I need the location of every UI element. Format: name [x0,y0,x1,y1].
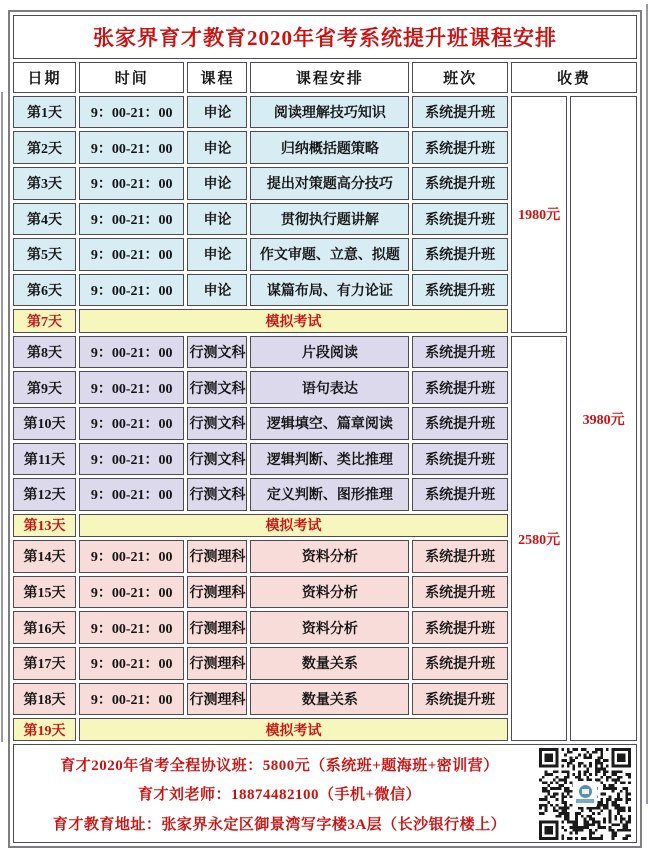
col-header-class: 班次 [412,62,508,92]
arrangement-cell: 片段阅读 [250,336,409,369]
contact-lines [14,745,539,842]
col-header-course: 课程 [187,62,247,92]
qr-center-logo-icon [573,781,597,807]
mock-exam-cell: 模拟考试 [79,514,508,537]
title-row [13,15,637,59]
day-cell: 第7天 [13,309,76,332]
arrangement-cell: 定义判断、图形推理 [250,478,409,511]
day-cell: 第9天 [13,371,76,404]
time-cell: 9：00-21：00 [79,540,184,573]
day-cell: 第8天 [13,336,76,369]
class-cell: 系统提升班 [412,683,508,716]
arrangement-cell: 作文审题、立意、拟题 [250,238,409,271]
day-cell: 第10天 [13,407,76,440]
col-header-arrangement: 课程安排 [250,62,409,92]
class-cell: 系统提升班 [412,238,508,271]
col-header-date: 日期 [13,62,76,92]
time-cell: 9：00-21：00 [79,203,184,236]
qr-code [539,748,631,840]
time-cell: 9：00-21：00 [79,96,184,129]
class-cell: 系统提升班 [412,443,508,476]
class-cell: 系统提升班 [412,167,508,200]
time-cell: 9：00-21：00 [79,238,184,271]
class-cell: 系统提升班 [412,540,508,573]
class-cell: 系统提升班 [412,647,508,680]
course-cell: 行测理科 [187,683,247,716]
course-schedule-table [8,10,642,848]
class-cell: 系统提升班 [412,131,508,164]
arrangement-cell: 资料分析 [250,576,409,609]
course-cell: 行测文科 [187,478,247,511]
time-cell: 9：00-21：00 [79,683,184,716]
class-cell: 系统提升班 [412,478,508,511]
day-cell: 第2天 [13,131,76,164]
day-cell: 第15天 [13,576,76,609]
time-cell: 9：00-21：00 [79,274,184,307]
time-cell: 9：00-21：00 [79,611,184,644]
arrangement-cell: 资料分析 [250,540,409,573]
day-cell: 第4天 [13,203,76,236]
class-cell: 系统提升班 [412,96,508,129]
mock-exam-cell: 模拟考试 [79,309,508,332]
address-line: 育才教育地址：张家界永定区御景湾写字楼3A层（长沙银行楼上） [52,816,507,833]
course-cell: 申论 [187,96,247,129]
course-cell: 申论 [187,131,247,164]
arrangement-cell: 数量关系 [250,647,409,680]
arrangement-cell: 提出对策题高分技巧 [250,167,409,200]
table-row [13,336,637,369]
course-cell: 申论 [187,238,247,271]
day-cell: 第17天 [13,647,76,680]
course-cell: 申论 [187,167,247,200]
day-cell: 第12天 [13,478,76,511]
fee-days-8-19: 2580元 [511,336,567,742]
fee-total: 3980元 [570,96,637,742]
day-cell: 第11天 [13,443,76,476]
contact-phone-line: 育才刘老师：18874482100（手机+微信） [137,787,422,804]
header-row [13,62,637,92]
arrangement-cell: 逻辑填空、篇章阅读 [250,407,409,440]
course-cell: 行测理科 [187,647,247,680]
time-cell: 9：00-21：00 [79,443,184,476]
course-cell: 行测理科 [187,540,247,573]
arrangement-cell: 逻辑判断、类比推理 [250,443,409,476]
arrangement-cell: 贯彻执行题讲解 [250,203,409,236]
time-cell: 9：00-21：00 [79,478,184,511]
footer-row [13,744,637,843]
footer-section [13,744,637,843]
course-cell: 行测文科 [187,336,247,369]
table-row [13,96,637,129]
class-cell: 系统提升班 [412,611,508,644]
course-cell: 行测文科 [187,407,247,440]
course-cell: 行测文科 [187,371,247,404]
arrangement-cell: 语句表达 [250,371,409,404]
time-cell: 9：00-21：00 [79,336,184,369]
day-cell: 第14天 [13,540,76,573]
time-cell: 9：00-21：00 [79,407,184,440]
class-cell: 系统提升班 [412,336,508,369]
arrangement-cell: 阅读理解技巧知识 [250,96,409,129]
class-cell: 系统提升班 [412,407,508,440]
time-cell: 9：00-21：00 [79,131,184,164]
arrangement-cell: 归纳概括题策略 [250,131,409,164]
col-header-fee: 收费 [511,62,637,92]
day-cell: 第13天 [13,514,76,537]
mock-exam-cell: 模拟考试 [79,718,508,741]
day-cell: 第5天 [13,238,76,271]
day-cell: 第18天 [13,683,76,716]
arrangement-cell: 谋篇布局、有力论证 [250,274,409,307]
time-cell: 9：00-21：00 [79,371,184,404]
course-cell: 申论 [187,274,247,307]
day-cell: 第3天 [13,167,76,200]
day-cell: 第19天 [13,718,76,741]
time-cell: 9：00-21：00 [79,167,184,200]
time-cell: 9：00-21：00 [79,576,184,609]
class-cell: 系统提升班 [412,203,508,236]
class-cell: 系统提升班 [412,274,508,307]
day-cell: 第16天 [13,611,76,644]
photo-edge-border-left [1,92,3,742]
class-cell: 系统提升班 [412,371,508,404]
col-header-time: 时间 [79,62,184,92]
class-cell: 系统提升班 [412,576,508,609]
day-cell: 第1天 [13,96,76,129]
package-price-line: 育才2020年省考全程协议班：5800元（系统班+题海班+密训营） [60,757,499,774]
page-title: 张家界育才教育2020年省考系统提升班课程安排 [13,15,637,59]
course-cell: 行测文科 [187,443,247,476]
course-cell: 行测理科 [187,576,247,609]
time-cell: 9：00-21：00 [79,647,184,680]
course-cell: 行测理科 [187,611,247,644]
fee-days-1-7: 1980元 [511,96,567,333]
day-cell: 第6天 [13,274,76,307]
arrangement-cell: 数量关系 [250,683,409,716]
arrangement-cell: 资料分析 [250,611,409,644]
course-cell: 申论 [187,203,247,236]
